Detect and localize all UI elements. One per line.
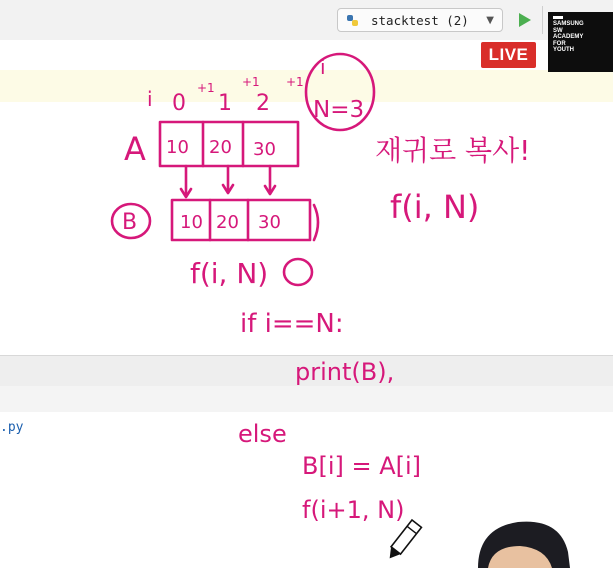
array-b-cell: 20 xyxy=(216,212,239,233)
array-b-cell: 30 xyxy=(258,212,281,233)
increment-label: +1 xyxy=(197,81,215,95)
array-b-cell: 10 xyxy=(180,212,203,233)
pen-cursor-icon xyxy=(385,520,422,562)
else-line: else xyxy=(238,420,287,448)
run-config-label: stacktest (2) xyxy=(371,13,469,28)
index-2-label: 2 xyxy=(256,91,270,116)
assign-line: B[i] = A[i] xyxy=(302,452,422,480)
array-a-cell: 10 xyxy=(166,137,189,158)
chevron-down-icon: ▼ xyxy=(486,15,494,26)
recurse-line: f(i+1, N) xyxy=(302,496,405,524)
array-a-cell: 30 xyxy=(253,139,276,160)
print-line: print(B), xyxy=(295,358,395,386)
increment-label: +1 xyxy=(242,75,260,89)
array-a-cell: 20 xyxy=(209,137,232,158)
copy-arrows xyxy=(181,166,275,197)
index-i-label: i xyxy=(147,87,153,111)
array-a-name: A xyxy=(124,130,146,168)
i-circle-label: i xyxy=(320,55,326,79)
call-line: f(i, N) xyxy=(190,257,269,290)
increment-label: +1 xyxy=(286,75,304,89)
live-badge: LIVE xyxy=(481,42,536,68)
if-line: if i==N: xyxy=(240,309,344,339)
index-1-label: 1 xyxy=(218,91,232,116)
run-output-file-label[interactable]: .py xyxy=(0,420,24,435)
array-b-bracket xyxy=(314,205,318,240)
logo-text: SAMSUNG SW ACADEMY FOR YOUTH xyxy=(553,21,584,54)
index-0-label: 0 xyxy=(172,91,186,116)
presenter-webcam xyxy=(478,522,570,568)
korean-note: 재귀로 복사! xyxy=(375,134,531,167)
side-call-note: f(i, N) xyxy=(390,188,480,226)
array-b-name: B xyxy=(122,210,138,235)
n-call-circle xyxy=(284,259,312,285)
n-equals-label: N=3 xyxy=(313,97,365,123)
